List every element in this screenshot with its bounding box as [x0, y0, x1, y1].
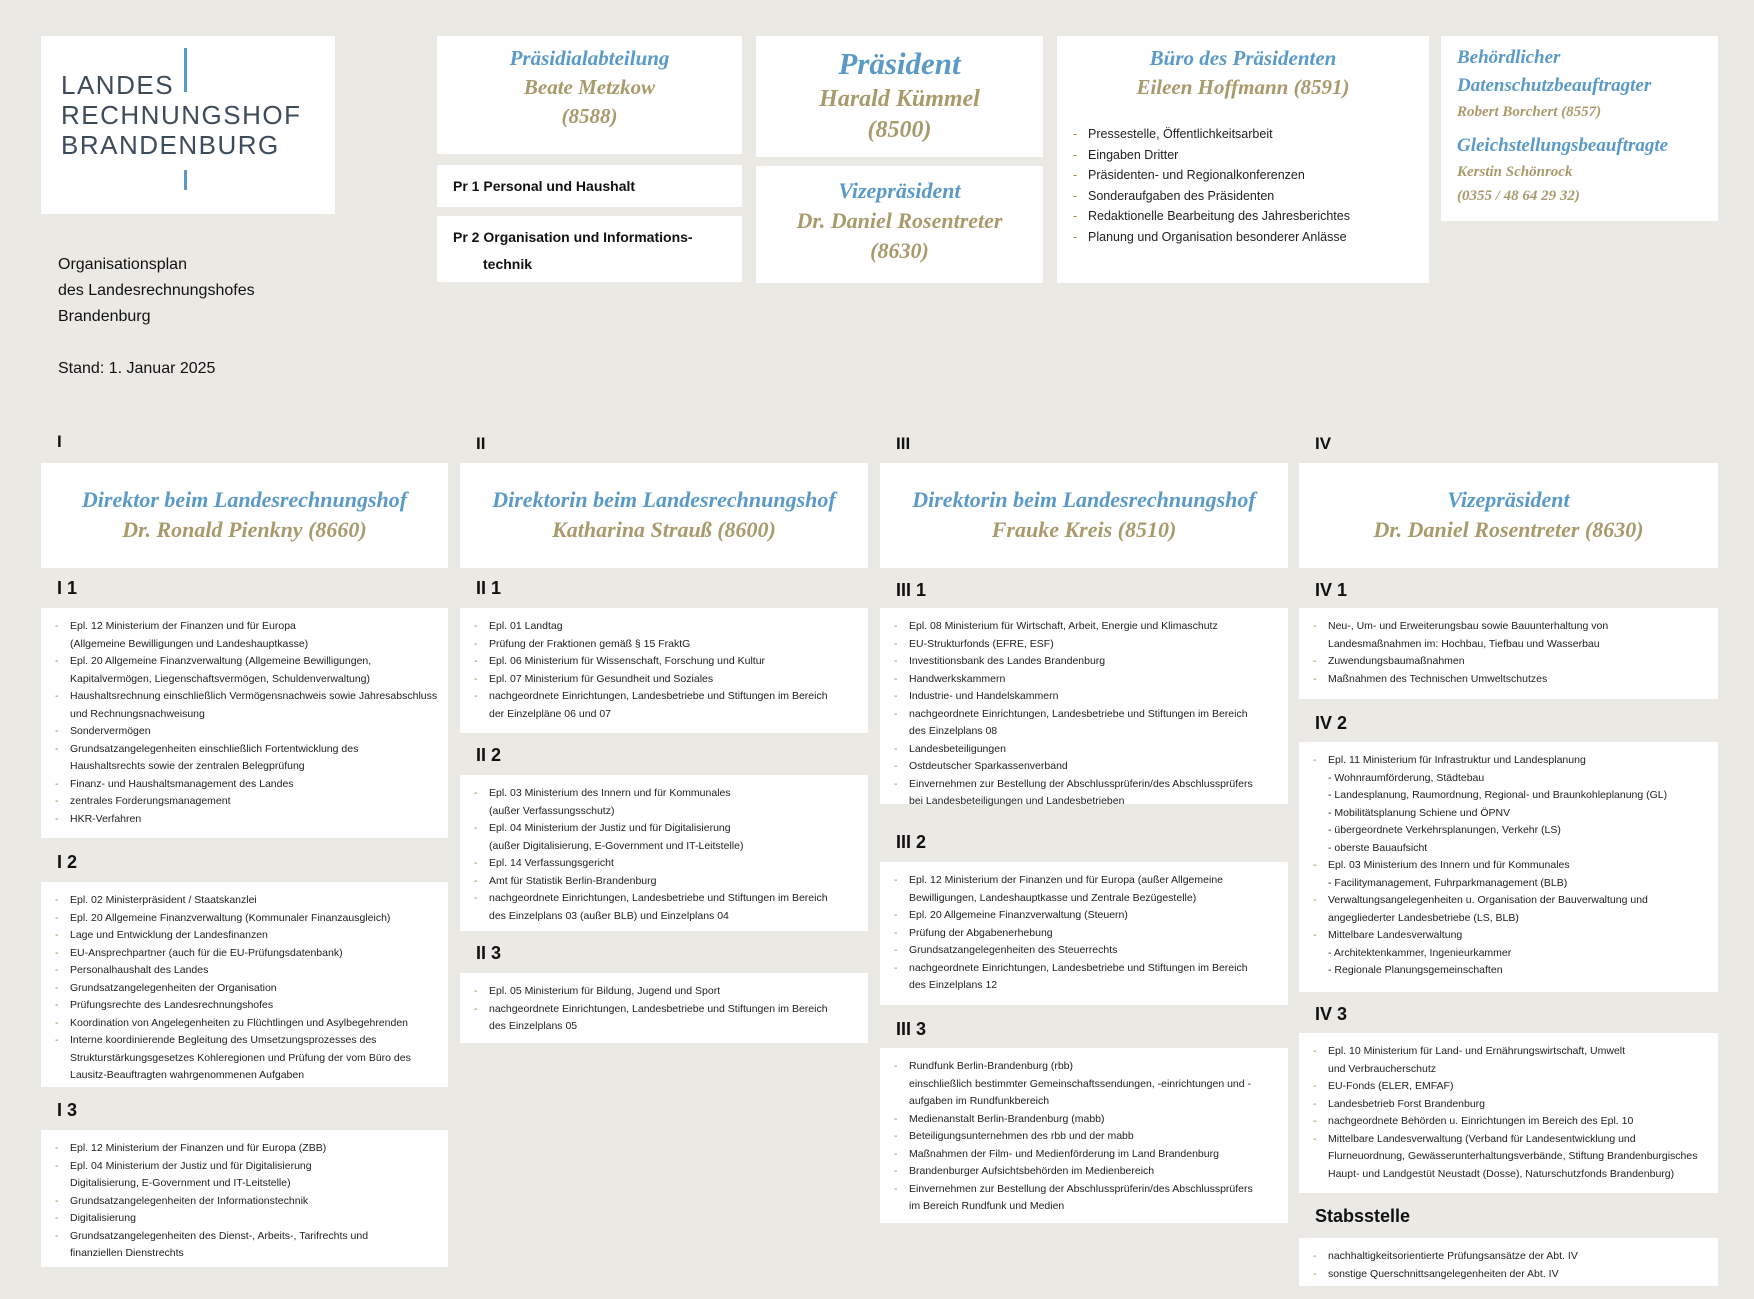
list-item: - übergeordnete Verkehrsplanungen, Verkehr (LS): [1328, 824, 1561, 836]
list-item: - nachgeordnete Einrichtungen, Landesbetriebe und Stiftungen im Bereich: [474, 890, 858, 908]
list-item: Strukturstärkungsgesetzes Kohleregionen und Prüfung der vom Büro des: [70, 1051, 411, 1064]
director-title: Direktorin beim Landesrechnungshof: [492, 487, 836, 512]
datenschutz-box: [1441, 36, 1718, 221]
list-item: - Landesbeteiligungen: [894, 741, 1278, 759]
list-item: (außer Verfassungsschutz): [489, 804, 615, 817]
buero-list: [1057, 100, 1429, 247]
section-list: [41, 608, 448, 828]
section-box: [460, 775, 868, 931]
logo-bar-bottom: [184, 170, 187, 190]
list-item: - Mittelbare Landesverwaltung: [1313, 927, 1708, 945]
list-item: - Handwerkskammern: [894, 671, 1278, 689]
section-list: [880, 862, 1288, 995]
list-item: Bewilligungen, Landeshauptkasse und Zentrale Bezügestelle): [909, 891, 1197, 904]
department-roman-numeral: III: [896, 434, 911, 453]
section-box: [41, 1130, 448, 1267]
list-item: Haupt- und Landgestüt Neustadt (Dosse), Naturschutzfonds Brandenburg): [1328, 1167, 1675, 1180]
list-item: - Rundfunk Berlin-Brandenburg (rbb): [894, 1058, 1278, 1076]
director-name: Dr. Daniel Rosentreter (8630): [1373, 517, 1644, 542]
list-item: - Beteiligungsunternehmen des rbb und der mabb: [894, 1128, 1278, 1146]
logo-line-1: LANDES: [61, 70, 175, 100]
section-list: [41, 1130, 448, 1263]
list-item: - Landesplanung, Raumordnung, Regional- und Braunkohleplanung (GL): [1328, 789, 1668, 801]
list-item: - Epl. 02 Ministerpräsident / Staatskanzlei: [55, 892, 438, 910]
pr2-label-line1: Pr 2 Organisation und Informations-: [453, 229, 693, 245]
list-item: - Epl. 01 Landtag: [474, 618, 858, 636]
director-name: Dr. Ronald Pienkny (8660): [122, 517, 367, 542]
list-item: Landesmaßnahmen im: Hochbau, Tiefbau und Wasserbau: [1328, 637, 1600, 650]
list-item: des Einzelplans 08: [909, 725, 998, 737]
list-item: Digitalisierung, E-Government und IT-Leitstelle): [70, 1177, 291, 1189]
list-item: - nachgeordnete Behörden u. Einrichtungen im Bereich des Epl. 10: [1313, 1113, 1708, 1131]
section-box: [880, 862, 1288, 1005]
list-item: - Epl. 05 Ministerium für Bildung, Jugend und Sport: [474, 983, 858, 1001]
intro-line: des Landesrechnungshofes: [58, 282, 255, 299]
list-item: - Epl. 06 Ministerium für Wissenschaft, Forschung und Kultur: [474, 653, 858, 671]
director-name: Katharina Strauß (8600): [552, 517, 776, 542]
list-item: (Allgemeine Bewilligungen und Landeshauptkasse): [70, 637, 309, 650]
department-roman-numeral: IV: [1315, 434, 1332, 453]
section-label: IV 3: [1315, 1004, 1348, 1024]
list-item: - Redaktionelle Bearbeitung des Jahresberichtes: [1073, 206, 1419, 227]
list-item: - Verwaltungsangelegenheiten u. Organisation der Bauverwaltung und: [1313, 892, 1708, 910]
director-box: [460, 463, 868, 568]
intro-line: [58, 330, 255, 356]
gleichstellung-name: Kerstin Schönrock: [1457, 164, 1573, 180]
list-item: - EU-Strukturfonds (EFRE, ESF): [894, 636, 1278, 654]
list-item: - nachgeordnete Einrichtungen, Landesbetriebe und Stiftungen im Bereich: [474, 688, 858, 706]
list-item: - Personalhaushalt des Landes: [55, 962, 438, 980]
praesidialabteilung-box: [437, 36, 742, 154]
list-item: - Grundsatzangelegenheiten der Organisation: [55, 980, 438, 998]
section-label: III 1: [896, 580, 927, 600]
section-box: [1299, 608, 1718, 699]
list-item: - Epl. 04 Ministerium der Justiz und für Digitalisierung: [474, 820, 858, 838]
list-item: - Epl. 20 Allgemeine Finanzverwaltung (Allgemeine Bewilligungen,: [55, 653, 438, 671]
intro-line: Organisationsplan: [58, 256, 187, 273]
list-item: - Lage und Entwicklung der Landesfinanzen: [55, 927, 438, 945]
logo-text: [61, 70, 301, 160]
list-item: - EU-Ansprechpartner (auch für die EU-Prüfungsdatenbank): [55, 945, 438, 963]
buero-box: [1057, 36, 1429, 283]
director-name: Frauke Kreis (8510): [991, 517, 1177, 542]
list-item: - Einvernehmen zur Bestellung der Abschlussprüferin/des Abschlussprüfers: [894, 776, 1278, 794]
list-item: - nachgeordnete Einrichtungen, Landesbetriebe und Stiftungen im Bereich: [894, 706, 1278, 724]
logo-line-3: BRANDENBURG: [61, 130, 280, 160]
list-item: - Medienanstalt Berlin-Brandenburg (mabb): [894, 1111, 1278, 1129]
datenschutz-title-line1: Behördlicher: [1457, 47, 1561, 68]
section-box: [41, 608, 448, 838]
list-item: - Sonderaufgaben des Präsidenten: [1073, 186, 1419, 207]
list-item: - HKR-Verfahren: [55, 811, 438, 829]
list-item: Lausitz-Beauftragten wahrgenommenen Aufgaben: [70, 1069, 305, 1081]
director-title: Direktorin beim Landesrechnungshof: [912, 487, 1256, 512]
list-item: - Prüfungsrechte des Landesrechnungshofes: [55, 997, 438, 1015]
list-item: - Interne koordinierende Begleitung des Umsetzungsprozesses des: [55, 1032, 438, 1050]
section-list: [460, 973, 868, 1036]
section-list: [880, 608, 1288, 811]
section-label: III 2: [896, 832, 927, 852]
intro-line: Stand: 1. Januar 2025: [58, 360, 216, 377]
list-item: - Epl. 20 Allgemeine Finanzverwaltung (Steuern): [894, 907, 1278, 925]
list-item: - Einvernehmen zur Bestellung der Abschlussprüferin/des Abschlussprüfers: [894, 1181, 1278, 1199]
praesidialabteilung-name: Beate Metzkow: [523, 75, 656, 99]
gleichstellung-phone: (0355 / 48 64 29 32): [1457, 188, 1580, 204]
list-item: - Präsidenten- und Regionalkonferenzen: [1073, 165, 1419, 186]
section-label: IV 1: [1315, 580, 1348, 600]
list-item: - Landesbetrieb Forst Brandenburg: [1313, 1096, 1708, 1114]
section-label: II 1: [476, 578, 502, 598]
datenschutz-title-line2: Datenschutzbeauftragter: [1457, 75, 1652, 96]
list-item: - EU-Fonds (ELER, EMFAF): [1313, 1078, 1708, 1096]
section-box: [460, 608, 868, 733]
list-item: der Einzelpläne 06 und 07: [489, 707, 612, 720]
list-item: - Grundsatzangelegenheiten des Dienst-, Arbeits-, Tarifrechts und: [55, 1228, 438, 1246]
list-item: - Wohnraumförderung, Städtebau: [1328, 771, 1485, 784]
list-item: - Prüfung der Abgabenerhebung: [894, 925, 1278, 943]
list-item: Kapitalvermögen, Liegenschaftsvermögen, Schuldenverwaltung): [70, 672, 371, 685]
list-item: - Epl. 12 Ministerium der Finanzen und für Europa (ZBB): [55, 1140, 438, 1158]
vizepraesident-top-name: Dr. Daniel Rosentreter: [796, 208, 1003, 233]
list-item: - Maßnahmen des Technischen Umweltschutzes: [1313, 671, 1708, 689]
section-label: IV 2: [1315, 713, 1348, 733]
section-box: [460, 973, 868, 1043]
list-item: - Finanz- und Haushaltsmanagement des Landes: [55, 776, 438, 794]
list-item: - Mittelbare Landesverwaltung (Verband für Landesentwicklung und: [1313, 1131, 1708, 1149]
section-box: [880, 608, 1288, 807]
list-item: im Bereich Rundfunk und Medien: [909, 1200, 1065, 1212]
director-box: [880, 463, 1288, 568]
list-item: - Koordination von Angelegenheiten zu Flüchtlingen und Asylbegehrenden: [55, 1015, 438, 1033]
department-roman-numeral: I: [57, 432, 62, 451]
vizepraesident-top-phone: (8630): [870, 238, 929, 263]
section-label: III 3: [896, 1019, 927, 1039]
praesidialabteilung-phone: (8588): [561, 104, 618, 128]
director-box: [41, 463, 448, 568]
list-item: des Einzelplans 12: [909, 979, 998, 991]
list-item: - Architektenkammer, Ingenieurkammer: [1328, 946, 1512, 959]
list-item: - Epl. 11 Ministerium für Infrastruktur und Landesplanung: [1313, 752, 1708, 770]
section-label: I 1: [57, 578, 78, 598]
list-item: einschließlich bestimmter Gemeinschaftssendungen, -einrichtungen und -: [909, 1077, 1252, 1090]
section-list: [1299, 742, 1718, 980]
intro-text: [58, 252, 255, 382]
section-list: [1299, 608, 1718, 688]
list-item: - Regionale Planungsgemeinschaften: [1328, 964, 1503, 976]
list-item: - Epl. 03 Ministerium des Innern und für Kommunales: [474, 785, 858, 803]
list-item: - nachgeordnete Einrichtungen, Landesbetriebe und Stiftungen im Bereich: [894, 960, 1278, 978]
section-label: II 2: [476, 745, 502, 765]
list-item: - Epl. 03 Ministerium des Innern und für Kommunales: [1313, 857, 1708, 875]
list-item: - Epl. 07 Ministerium für Gesundheit und Soziales: [474, 671, 858, 689]
praesident-name: Harald Kümmel: [819, 86, 980, 112]
director-title: Vizepräsident: [1447, 487, 1570, 512]
section-box: [41, 882, 448, 1087]
list-item: - Investitionsbank des Landes Brandenburg: [894, 653, 1278, 671]
list-item: - Sondervermögen: [55, 723, 438, 741]
section-list: [880, 1048, 1288, 1216]
list-item: Flurneuordnung, Gewässerunterhaltungsverbände, Stiftung Brandenburgisches: [1328, 1150, 1698, 1162]
buero-name: Eileen Hoffmann (8591): [1136, 75, 1350, 99]
logo: [41, 36, 335, 214]
section-list: [41, 882, 448, 1085]
section-box: [1299, 742, 1718, 992]
praesidialabteilung-title: Präsidialabteilung: [509, 46, 670, 70]
praesident-box: [756, 36, 1043, 157]
section-list: [1299, 1238, 1718, 1283]
list-item: - Epl. 14 Verfassungsgericht: [474, 855, 858, 873]
list-item: Haushaltsrechts sowie der zentralen Belegprüfung: [70, 760, 305, 772]
list-item: - Epl. 12 Ministerium der Finanzen und für Europa: [55, 618, 438, 636]
section-label: I 2: [57, 852, 78, 872]
section-list: [1299, 1033, 1718, 1183]
list-item: - Pressestelle, Öffentlichkeitsarbeit: [1073, 124, 1419, 145]
list-item: - nachhaltigkeitsorientierte Prüfungsansätze der Abt. IV: [1313, 1248, 1708, 1266]
list-item: - Eingaben Dritter: [1073, 145, 1419, 166]
list-item: - nachgeordnete Einrichtungen, Landesbetriebe und Stiftungen im Bereich: [474, 1001, 858, 1019]
list-item: - Grundsatzangelegenheiten einschließlich Fortentwicklung des: [55, 741, 438, 759]
buero-title: Büro des Präsidenten: [1149, 46, 1337, 70]
praesident-title: Präsident: [838, 46, 961, 81]
praesident-phone: (8500): [867, 117, 932, 143]
list-item: - Prüfung der Fraktionen gemäß § 15 FraktG: [474, 636, 858, 654]
director-title: Direktor beim Landesrechnungshof: [81, 487, 408, 512]
list-item: - Epl. 08 Ministerium für Wirtschaft, Arbeit, Energie und Klimaschutz: [894, 618, 1278, 636]
list-item: - Ostdeutscher Sparkassenverband: [894, 758, 1278, 776]
pr1-label: Pr 1 Personal und Haushalt: [453, 178, 636, 194]
list-item: finanziellen Dienstrechts: [70, 1247, 184, 1259]
section-list: [460, 608, 868, 723]
section-box: [1299, 1033, 1718, 1193]
list-item: - Neu-, Um- und Erweiterungsbau sowie Bauunterhaltung von: [1313, 618, 1708, 636]
list-item: - Epl. 20 Allgemeine Finanzverwaltung (Kommunaler Finanzausgleich): [55, 910, 438, 928]
list-item: - Epl. 10 Ministerium für Land- und Ernährungswirtschaft, Umwelt: [1313, 1043, 1708, 1061]
section-box: [1299, 1238, 1718, 1286]
list-item: - Industrie- und Handelskammern: [894, 688, 1278, 706]
list-item: bei Landesbeteiligungen und Landesbetrieben: [909, 795, 1125, 807]
gleichstellung-title: Gleichstellungsbeauftragte: [1457, 135, 1669, 156]
list-item: - Haushaltsrechnung einschließlich Vermögensnachweis sowie Jahresabschluss: [55, 688, 438, 706]
list-item: - Maßnahmen der Film- und Medienförderung im Land Brandenburg: [894, 1146, 1278, 1164]
list-item: - Zuwendungsbaumaßnahmen: [1313, 653, 1708, 671]
list-item: - Brandenburger Aufsichtsbehörden im Medienbereich: [894, 1163, 1278, 1181]
department-roman-numeral: II: [476, 434, 486, 453]
section-list: [460, 775, 868, 925]
list-item: - Facilitymanagement, Fuhrparkmanagement (BLB): [1328, 876, 1568, 889]
pr2-box: [437, 216, 742, 282]
pr1-box: [437, 165, 742, 207]
pr2-label-line2: technik: [483, 256, 533, 272]
list-item: und Rechnungsnachweisung: [70, 707, 205, 720]
list-item: angegliederter Landesbetriebe (LS, BLB): [1328, 911, 1519, 924]
list-item: - Digitalisierung: [55, 1210, 438, 1228]
section-label: Stabsstelle: [1315, 1206, 1411, 1226]
list-item: (außer Digitalisierung, E-Government und IT-Leitstelle): [489, 839, 744, 852]
list-item: - Epl. 12 Ministerium der Finanzen und für Europa (außer Allgemeine: [894, 872, 1278, 890]
list-item: - Amt für Statistik Berlin-Brandenburg: [474, 873, 858, 891]
list-item: - sonstige Querschnittsangelegenheiten der Abt. IV: [1313, 1266, 1708, 1284]
list-item: des Einzelplans 03 (außer BLB) und Einzelplans 04: [489, 909, 729, 922]
list-item: des Einzelplans 05: [489, 1020, 578, 1032]
section-box: [880, 1048, 1288, 1223]
list-item: - oberste Bauaufsicht: [1328, 841, 1428, 854]
list-item: und Verbraucherschutz: [1328, 1062, 1436, 1075]
list-item: - Grundsatzangelegenheiten des Steuerrechts: [894, 942, 1278, 960]
list-item: - Grundsatzangelegenheiten der Informationstechnik: [55, 1193, 438, 1211]
logo-line-2: RECHNUNGSHOF: [61, 100, 302, 130]
section-label: II 3: [476, 943, 502, 963]
vizepraesident-top-title: Vizepräsident: [838, 178, 961, 203]
list-item: - zentrales Forderungsmanagement: [55, 793, 438, 811]
list-item: - Mobilitätsplanung Schiene und ÖPNV: [1328, 806, 1511, 819]
section-label: I 3: [57, 1100, 78, 1120]
list-item: - Planung und Organisation besonderer Anlässe: [1073, 227, 1419, 248]
datenschutz-name: Robert Borchert (8557): [1457, 104, 1602, 120]
list-item: - Epl. 04 Ministerium der Justiz und für Digitalisierung: [55, 1158, 438, 1176]
list-item: aufgaben im Rundfunkbereich: [909, 1095, 1050, 1107]
director-box: [1299, 463, 1718, 568]
vizepraesident-top-box: [756, 166, 1043, 283]
intro-line: Brandenburg: [58, 308, 151, 325]
